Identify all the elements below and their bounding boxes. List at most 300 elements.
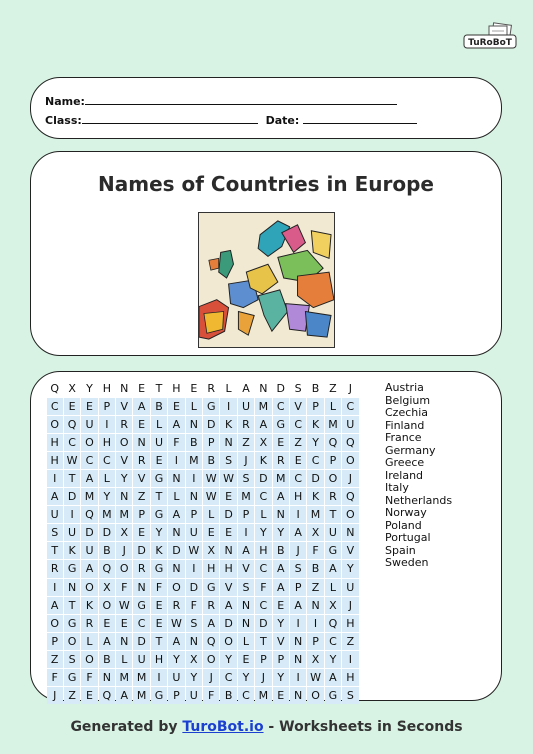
grid-cell[interactable]: L [81, 633, 97, 650]
grid-cell[interactable]: G [203, 398, 219, 415]
grid-cell[interactable]: U [342, 416, 358, 433]
grid-cell[interactable]: N [255, 380, 271, 397]
grid-cell[interactable]: L [186, 398, 202, 415]
grid-cell[interactable]: N [186, 488, 202, 505]
grid-cell[interactable]: A [203, 615, 219, 632]
grid-cell[interactable]: Z [133, 488, 149, 505]
grid-cell[interactable]: X [325, 597, 341, 614]
grid-cell[interactable]: E [168, 398, 184, 415]
grid-cell[interactable]: S [220, 452, 236, 469]
grid-cell[interactable]: K [255, 452, 271, 469]
grid-cell[interactable]: N [307, 597, 323, 614]
grid-cell[interactable]: P [255, 651, 271, 668]
grid-cell[interactable]: M [116, 669, 132, 686]
grid-cell[interactable]: A [238, 380, 254, 397]
grid-cell[interactable]: H [290, 488, 306, 505]
grid-cell[interactable]: X [186, 651, 202, 668]
grid-cell[interactable]: L [325, 398, 341, 415]
grid-cell[interactable]: P [47, 633, 63, 650]
grid-cell[interactable]: J [203, 669, 219, 686]
grid-cell[interactable]: N [168, 524, 184, 541]
grid-cell[interactable]: N [99, 669, 115, 686]
grid-cell[interactable]: E [151, 452, 167, 469]
grid-cell[interactable]: O [116, 434, 132, 451]
grid-cell[interactable]: H [203, 560, 219, 577]
grid-cell[interactable]: K [220, 416, 236, 433]
grid-cell[interactable]: F [81, 669, 97, 686]
grid-cell[interactable]: A [99, 633, 115, 650]
grid-cell[interactable]: I [342, 651, 358, 668]
grid-cell[interactable]: O [81, 651, 97, 668]
grid-cell[interactable]: C [64, 434, 80, 451]
grid-cell[interactable]: V [220, 579, 236, 596]
grid-cell[interactable]: C [290, 416, 306, 433]
grid-cell[interactable]: N [220, 542, 236, 559]
grid-cell[interactable]: G [273, 416, 289, 433]
grid-cell[interactable]: N [238, 597, 254, 614]
grid-cell[interactable]: B [186, 434, 202, 451]
grid-cell[interactable]: J [238, 452, 254, 469]
grid-cell[interactable]: R [168, 597, 184, 614]
grid-cell[interactable]: V [342, 542, 358, 559]
grid-cell[interactable]: D [186, 579, 202, 596]
grid-cell[interactable]: E [290, 452, 306, 469]
grid-cell[interactable]: T [255, 633, 271, 650]
grid-cell[interactable]: O [220, 633, 236, 650]
grid-cell[interactable]: M [133, 669, 149, 686]
grid-cell[interactable]: H [47, 452, 63, 469]
grid-cell[interactable]: V [133, 470, 149, 487]
grid-cell[interactable]: X [64, 380, 80, 397]
grid-cell[interactable]: G [64, 615, 80, 632]
grid-cell[interactable]: P [186, 506, 202, 523]
grid-cell[interactable]: V [290, 398, 306, 415]
grid-cell[interactable]: X [307, 524, 323, 541]
grid-cell[interactable]: I [168, 452, 184, 469]
grid-cell[interactable]: X [255, 434, 271, 451]
grid-cell[interactable]: S [238, 470, 254, 487]
grid-cell[interactable]: E [133, 380, 149, 397]
grid-cell[interactable]: M [99, 506, 115, 523]
grid-cell[interactable]: H [151, 651, 167, 668]
grid-cell[interactable]: W [64, 452, 80, 469]
grid-cell[interactable]: V [116, 452, 132, 469]
grid-cell[interactable]: O [64, 633, 80, 650]
grid-cell[interactable]: A [238, 542, 254, 559]
grid-cell[interactable]: L [116, 651, 132, 668]
grid-cell[interactable]: G [151, 506, 167, 523]
grid-cell[interactable]: G [203, 579, 219, 596]
grid-cell[interactable]: C [133, 615, 149, 632]
grid-cell[interactable]: O [81, 434, 97, 451]
grid-cell[interactable]: N [116, 633, 132, 650]
grid-cell[interactable]: Q [47, 380, 63, 397]
grid-cell[interactable]: B [203, 452, 219, 469]
grid-cell[interactable]: J [290, 542, 306, 559]
grid-cell[interactable]: L [168, 488, 184, 505]
grid-cell[interactable]: U [81, 542, 97, 559]
grid-cell[interactable]: O [203, 651, 219, 668]
grid-cell[interactable]: N [133, 434, 149, 451]
grid-cell[interactable]: J [116, 542, 132, 559]
grid-cell[interactable]: E [203, 524, 219, 541]
grid-cell[interactable]: B [307, 380, 323, 397]
grid-cell[interactable]: I [220, 398, 236, 415]
grid-cell[interactable]: Y [99, 488, 115, 505]
grid-cell[interactable]: F [307, 542, 323, 559]
grid-cell[interactable]: K [64, 542, 80, 559]
grid-cell[interactable]: V [273, 633, 289, 650]
grid-cell[interactable]: A [273, 488, 289, 505]
grid-cell[interactable]: Y [81, 380, 97, 397]
grid-cell[interactable]: U [325, 524, 341, 541]
grid-cell[interactable]: F [47, 669, 63, 686]
grid-cell[interactable]: W [220, 470, 236, 487]
grid-cell[interactable]: Z [238, 434, 254, 451]
grid-cell[interactable]: S [238, 579, 254, 596]
grid-cell[interactable]: F [186, 597, 202, 614]
grid-cell[interactable]: B [273, 542, 289, 559]
grid-cell[interactable]: L [255, 506, 271, 523]
grid-cell[interactable]: E [273, 434, 289, 451]
grid-cell[interactable]: U [186, 687, 202, 704]
grid-cell[interactable]: J [342, 597, 358, 614]
grid-cell[interactable]: C [255, 597, 271, 614]
grid-cell[interactable]: Z [47, 651, 63, 668]
grid-cell[interactable]: U [47, 506, 63, 523]
grid-cell[interactable]: F [151, 579, 167, 596]
grid-cell[interactable]: U [64, 524, 80, 541]
grid-cell[interactable]: I [290, 506, 306, 523]
grid-cell[interactable]: O [168, 579, 184, 596]
grid-cell[interactable]: C [342, 398, 358, 415]
grid-cell[interactable]: U [133, 651, 149, 668]
grid-cell[interactable]: U [342, 579, 358, 596]
grid-cell[interactable]: M [307, 506, 323, 523]
grid-cell[interactable]: E [116, 615, 132, 632]
grid-cell[interactable]: Z [64, 687, 80, 704]
grid-cell[interactable]: R [203, 380, 219, 397]
grid-cell[interactable]: H [99, 434, 115, 451]
grid-cell[interactable]: W [186, 542, 202, 559]
grid-cell[interactable]: A [168, 506, 184, 523]
grid-cell[interactable]: B [151, 398, 167, 415]
grid-cell[interactable]: U [151, 434, 167, 451]
grid-cell[interactable]: F [116, 579, 132, 596]
grid-cell[interactable]: Q [99, 687, 115, 704]
grid-cell[interactable]: B [99, 651, 115, 668]
date-line[interactable] [303, 113, 417, 124]
grid-cell[interactable]: A [290, 597, 306, 614]
grid-cell[interactable]: F [168, 434, 184, 451]
grid-cell[interactable]: E [133, 524, 149, 541]
grid-cell[interactable]: Q [81, 506, 97, 523]
grid-cell[interactable]: I [307, 615, 323, 632]
grid-cell[interactable]: S [290, 560, 306, 577]
grid-cell[interactable]: Q [325, 434, 341, 451]
grid-cell[interactable]: P [133, 506, 149, 523]
grid-cell[interactable]: T [151, 380, 167, 397]
grid-cell[interactable]: J [47, 687, 63, 704]
grid-cell[interactable]: Q [64, 416, 80, 433]
grid-cell[interactable]: D [273, 380, 289, 397]
grid-cell[interactable]: N [290, 651, 306, 668]
grid-cell[interactable]: J [342, 380, 358, 397]
grid-cell[interactable]: P [168, 687, 184, 704]
grid-cell[interactable]: K [307, 488, 323, 505]
grid-cell[interactable]: R [238, 416, 254, 433]
grid-cell[interactable]: P [203, 434, 219, 451]
grid-cell[interactable]: I [186, 470, 202, 487]
grid-cell[interactable]: J [255, 669, 271, 686]
grid-cell[interactable]: C [238, 687, 254, 704]
grid-cell[interactable]: W [203, 488, 219, 505]
grid-cell[interactable]: E [186, 380, 202, 397]
grid-cell[interactable]: N [186, 416, 202, 433]
grid-cell[interactable]: D [220, 506, 236, 523]
grid-cell[interactable]: O [116, 560, 132, 577]
grid-cell[interactable]: U [238, 398, 254, 415]
grid-cell[interactable]: E [151, 615, 167, 632]
grid-cell[interactable]: H [342, 669, 358, 686]
grid-cell[interactable]: C [255, 488, 271, 505]
grid-cell[interactable]: Q [325, 615, 341, 632]
grid-cell[interactable]: B [220, 687, 236, 704]
grid-cell[interactable]: Q [99, 560, 115, 577]
grid-cell[interactable]: A [220, 597, 236, 614]
grid-cell[interactable]: O [307, 687, 323, 704]
grid-cell[interactable]: P [238, 506, 254, 523]
grid-cell[interactable]: G [64, 560, 80, 577]
grid-cell[interactable]: A [273, 560, 289, 577]
grid-cell[interactable]: H [220, 560, 236, 577]
grid-cell[interactable]: M [133, 687, 149, 704]
grid-cell[interactable]: O [81, 579, 97, 596]
grid-cell[interactable]: H [99, 380, 115, 397]
grid-cell[interactable]: M [325, 416, 341, 433]
grid-cell[interactable]: T [151, 488, 167, 505]
grid-cell[interactable]: V [116, 398, 132, 415]
grid-cell[interactable]: A [325, 560, 341, 577]
grid-cell[interactable]: C [81, 452, 97, 469]
grid-cell[interactable]: C [325, 633, 341, 650]
grid-cell[interactable]: I [47, 470, 63, 487]
grid-cell[interactable]: N [116, 488, 132, 505]
grid-cell[interactable]: Q [342, 434, 358, 451]
grid-cell[interactable]: R [116, 416, 132, 433]
grid-cell[interactable]: R [47, 560, 63, 577]
grid-cell[interactable]: C [290, 470, 306, 487]
grid-cell[interactable]: L [220, 380, 236, 397]
grid-cell[interactable]: N [64, 579, 80, 596]
grid-cell[interactable]: G [64, 669, 80, 686]
grid-cell[interactable]: Y [255, 524, 271, 541]
grid-cell[interactable]: U [168, 669, 184, 686]
grid-cell[interactable]: V [238, 560, 254, 577]
grid-cell[interactable]: W [116, 597, 132, 614]
grid-cell[interactable]: Y [186, 669, 202, 686]
grid-cell[interactable]: T [325, 506, 341, 523]
grid-cell[interactable]: I [151, 669, 167, 686]
grid-cell[interactable]: G [325, 542, 341, 559]
grid-cell[interactable]: Q [342, 488, 358, 505]
grid-cell[interactable]: P [273, 651, 289, 668]
turobot-link[interactable]: TuroBot.io [182, 719, 264, 735]
grid-cell[interactable]: Y [325, 651, 341, 668]
grid-cell[interactable]: O [47, 416, 63, 433]
grid-cell[interactable]: A [47, 597, 63, 614]
grid-cell[interactable]: A [133, 398, 149, 415]
grid-cell[interactable]: I [238, 524, 254, 541]
grid-cell[interactable]: A [81, 560, 97, 577]
grid-cell[interactable]: E [81, 687, 97, 704]
grid-cell[interactable]: G [325, 687, 341, 704]
grid-cell[interactable]: X [307, 651, 323, 668]
grid-cell[interactable]: U [186, 524, 202, 541]
grid-cell[interactable]: H [47, 434, 63, 451]
grid-cell[interactable]: E [220, 524, 236, 541]
grid-cell[interactable]: M [255, 398, 271, 415]
grid-cell[interactable]: P [325, 452, 341, 469]
grid-cell[interactable]: J [342, 470, 358, 487]
grid-cell[interactable]: A [255, 416, 271, 433]
grid-cell[interactable]: Y [307, 434, 323, 451]
grid-cell[interactable]: D [81, 524, 97, 541]
grid-cell[interactable]: H [342, 615, 358, 632]
grid-cell[interactable]: C [220, 669, 236, 686]
grid-cell[interactable]: R [325, 488, 341, 505]
grid-cell[interactable]: G [133, 597, 149, 614]
grid-cell[interactable]: H [168, 380, 184, 397]
grid-cell[interactable]: E [81, 398, 97, 415]
grid-cell[interactable]: R [273, 452, 289, 469]
grid-cell[interactable]: P [290, 579, 306, 596]
grid-cell[interactable]: E [133, 416, 149, 433]
grid-cell[interactable]: F [203, 687, 219, 704]
grid-cell[interactable]: W [168, 615, 184, 632]
grid-cell[interactable]: A [116, 687, 132, 704]
grid-cell[interactable]: D [133, 633, 149, 650]
grid-cell[interactable]: I [64, 506, 80, 523]
grid-cell[interactable]: Z [342, 633, 358, 650]
grid-cell[interactable]: P [307, 633, 323, 650]
grid-cell[interactable]: Z [307, 579, 323, 596]
grid-cell[interactable]: X [203, 542, 219, 559]
grid-cell[interactable]: O [325, 470, 341, 487]
grid-cell[interactable]: E [99, 615, 115, 632]
grid-cell[interactable]: F [255, 579, 271, 596]
grid-cell[interactable]: C [47, 398, 63, 415]
grid-cell[interactable]: A [290, 524, 306, 541]
grid-cell[interactable]: A [168, 633, 184, 650]
grid-cell[interactable]: S [342, 687, 358, 704]
grid-cell[interactable]: M [255, 687, 271, 704]
grid-cell[interactable]: S [47, 524, 63, 541]
grid-cell[interactable]: Y [168, 651, 184, 668]
grid-cell[interactable]: C [255, 560, 271, 577]
grid-cell[interactable]: P [99, 398, 115, 415]
grid-cell[interactable]: N [290, 687, 306, 704]
grid-cell[interactable]: U [81, 416, 97, 433]
grid-cell[interactable]: N [273, 506, 289, 523]
grid-cell[interactable]: K [81, 597, 97, 614]
grid-cell[interactable]: N [186, 633, 202, 650]
grid-cell[interactable]: N [238, 615, 254, 632]
grid-cell[interactable]: A [47, 488, 63, 505]
grid-cell[interactable]: K [151, 542, 167, 559]
grid-cell[interactable]: Z [290, 434, 306, 451]
grid-cell[interactable]: N [220, 434, 236, 451]
grid-cell[interactable]: C [273, 398, 289, 415]
grid-cell[interactable]: N [133, 579, 149, 596]
grid-cell[interactable]: E [220, 488, 236, 505]
grid-cell[interactable]: D [307, 470, 323, 487]
grid-cell[interactable]: M [238, 488, 254, 505]
grid-cell[interactable]: I [99, 416, 115, 433]
grid-cell[interactable]: A [168, 416, 184, 433]
grid-cell[interactable]: N [342, 524, 358, 541]
grid-cell[interactable]: A [273, 579, 289, 596]
grid-cell[interactable]: I [47, 579, 63, 596]
grid-cell[interactable]: O [342, 452, 358, 469]
grid-cell[interactable]: L [238, 633, 254, 650]
name-line[interactable] [85, 94, 397, 105]
grid-cell[interactable]: O [342, 506, 358, 523]
grid-cell[interactable]: A [81, 470, 97, 487]
grid-cell[interactable]: I [290, 669, 306, 686]
grid-cell[interactable]: E [238, 651, 254, 668]
grid-cell[interactable]: W [203, 470, 219, 487]
class-line[interactable] [82, 113, 258, 124]
grid-cell[interactable]: P [307, 398, 323, 415]
grid-cell[interactable]: Y [273, 615, 289, 632]
grid-cell[interactable]: S [186, 615, 202, 632]
grid-cell[interactable]: Z [325, 380, 341, 397]
grid-cell[interactable]: D [64, 488, 80, 505]
grid-cell[interactable]: T [64, 597, 80, 614]
grid-cell[interactable]: M [81, 488, 97, 505]
grid-cell[interactable]: L [325, 579, 341, 596]
grid-cell[interactable]: B [307, 560, 323, 577]
grid-cell[interactable]: D [99, 524, 115, 541]
grid-cell[interactable]: Y [273, 524, 289, 541]
grid-cell[interactable]: N [290, 633, 306, 650]
grid-cell[interactable]: Y [116, 470, 132, 487]
grid-cell[interactable]: R [81, 615, 97, 632]
grid-cell[interactable]: Y [151, 524, 167, 541]
grid-cell[interactable]: R [203, 597, 219, 614]
grid-cell[interactable]: E [273, 687, 289, 704]
grid-cell[interactable]: T [64, 470, 80, 487]
grid-cell[interactable]: N [168, 560, 184, 577]
grid-cell[interactable]: N [168, 470, 184, 487]
grid-cell[interactable]: R [133, 452, 149, 469]
grid-cell[interactable]: S [290, 380, 306, 397]
grid-cell[interactable]: D [255, 470, 271, 487]
grid-cell[interactable]: G [151, 687, 167, 704]
grid-cell[interactable]: Y [342, 560, 358, 577]
grid-cell[interactable]: Y [273, 669, 289, 686]
grid-cell[interactable]: Q [203, 633, 219, 650]
grid-cell[interactable]: M [186, 452, 202, 469]
grid-cell[interactable]: B [99, 542, 115, 559]
grid-cell[interactable]: E [273, 597, 289, 614]
grid-cell[interactable]: D [255, 615, 271, 632]
grid-cell[interactable]: C [99, 452, 115, 469]
grid-cell[interactable]: W [307, 669, 323, 686]
grid-cell[interactable]: G [151, 470, 167, 487]
grid-cell[interactable]: K [307, 416, 323, 433]
